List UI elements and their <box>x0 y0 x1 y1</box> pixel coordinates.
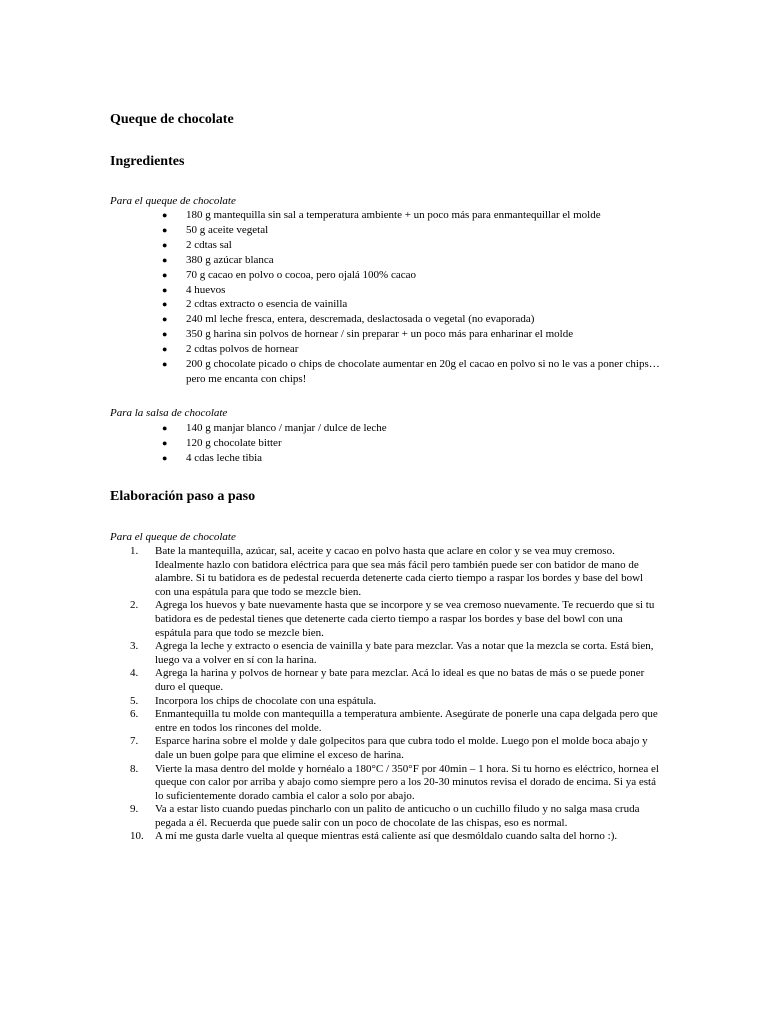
step-text: Bate la mantequilla, azúcar, sal, aceite y cacao en polvo hasta que aclare en color y se vea muy cremoso. Idealmente hazlo con batidora eléctrica para que sea más fácil pero también puede ser con batidor de mano de alambre. Si tu batidora es de pedestal recuerda detenerte cada cierto tiempo a raspar los bordes y base del bowl con una espátula para que todo se mezcle bien. <box>155 545 644 598</box>
step-number: 1. <box>130 545 139 557</box>
step-item <box>110 667 660 694</box>
step-number: 3. <box>130 640 139 653</box>
bullet-icon: ● <box>162 452 168 463</box>
list-item <box>110 268 670 283</box>
ingredient-text: 140 g manjar blanco / manjar / dulce de leche <box>186 422 387 434</box>
list-item <box>110 208 670 223</box>
ingredient-text: 4 cdas leche tibia <box>186 451 263 464</box>
ingredients-heading: Ingredientes <box>110 154 185 169</box>
step-number: 7. <box>130 735 139 748</box>
list-item <box>110 253 670 268</box>
ingredient-text: 50 g aceite vegetal <box>186 223 269 236</box>
ingredient-text: 2 cdtas polvos de hornear <box>186 343 299 356</box>
step-item <box>110 803 660 830</box>
bullet-icon: ● <box>162 314 168 325</box>
list-item <box>110 238 670 253</box>
ingredient-text: 2 cdtas sal <box>186 238 232 251</box>
step-number: 2. <box>130 599 139 612</box>
steps-heading: Elaboración paso a paso <box>110 489 256 504</box>
step-item <box>110 640 660 667</box>
ingredient-text: 70 g cacao en polvo o cocoa, pero ojalá 100% cacao <box>186 268 416 281</box>
bullet-icon: ● <box>162 284 168 295</box>
bullet-icon: ● <box>162 359 168 370</box>
step-text: Incorpora los chips de chocolate con una espátula. <box>155 694 377 707</box>
list-item <box>110 357 670 387</box>
bullet-icon: ● <box>162 210 168 220</box>
list-item <box>110 327 670 342</box>
step-item <box>110 763 660 804</box>
sauce-ingredients-subheading: Para la salsa de chocolate <box>110 407 228 419</box>
sauce-ingredients-list <box>110 421 670 466</box>
ingredient-text: 180 g mantequilla sin sal a temperatura ambiente + un poco más para enmantequillar el molde <box>186 209 601 221</box>
step-item <box>110 708 660 735</box>
bullet-icon: ● <box>162 329 168 340</box>
ingredient-text: 120 g chocolate bitter <box>186 436 282 449</box>
step-number: 8. <box>130 762 139 775</box>
list-item <box>110 342 670 357</box>
step-item <box>110 735 660 762</box>
ingredient-text: 4 huevos <box>186 283 226 296</box>
step-number: 6. <box>130 708 139 721</box>
list-item <box>110 283 670 298</box>
cake-ingredients-subheading: Para el queque de chocolate <box>110 195 236 207</box>
step-text: Vierte la masa dentro del molde y hornéalo a 180°C / 350°F por 40min – 1 hora. Si tu horno es eléctrico, hornea el queque con calor por arriba y abajo como siempre pero a los 20-30 minutos revisa el dorado de encima. Si ya está lo suficientemente dorado cambia el calor a solo por abajo. <box>155 762 659 802</box>
bullet-icon: ● <box>162 437 168 448</box>
step-text: Agrega los huevos y bate nuevamente hasta que se incorpore y se vea cremoso nuevamente. Te recuerdo que si tu batidora es de pedestal tienes que detenerte cada cierto tiempo a raspar los bordes y base del bowl con una espátula para que todo se mezcle bien. <box>155 599 655 639</box>
cake-ingredients-list <box>110 208 670 387</box>
step-text: Enmantequilla tu molde con mantequilla a temperatura ambiente. Asegúrate de ponerle una capa delgada pero que entre en todos los rincones del molde. <box>155 708 658 734</box>
step-item <box>110 599 660 640</box>
step-number: 5. <box>130 694 139 707</box>
bullet-icon: ● <box>162 254 168 265</box>
steps-subheading: Para el queque de chocolate <box>110 531 236 543</box>
ingredient-text: 350 g harina sin polvos de hornear / sin preparar + un poco más para enharinar el molde <box>186 328 574 341</box>
step-item <box>110 545 660 599</box>
step-item <box>110 695 660 709</box>
list-item <box>110 297 670 312</box>
bullet-icon: ● <box>162 344 168 355</box>
list-item <box>110 436 670 451</box>
list-item <box>110 421 670 436</box>
step-number: 10. <box>130 830 144 843</box>
step-text: Va a estar listo cuando puedas pincharlo con un palito de anticucho o un cuchillo filudo y no salga masa cruda pegada a él. Recuerda que puede salir con un poco de chocolate de las chispas, eso es normal. <box>155 803 640 829</box>
bullet-icon: ● <box>162 224 168 235</box>
ingredient-text: 200 g chocolate picado o chips de chocolate aumentar en 20g el cacao en polvo si no le vas a poner chips… pero me encanta con chips! <box>186 358 660 385</box>
step-text: Agrega la leche y extracto o esencia de vainilla y bate para mezclar. Vas a notar que la mezcla se corta. Está bien, luego va a volver en sí con la harina. <box>155 640 654 666</box>
bullet-icon: ● <box>162 269 168 280</box>
step-text: A mí me gusta darle vuelta al queque mientras está caliente así que desmóldalo cuando salta del horno :). <box>155 830 618 843</box>
step-number: 4. <box>130 667 139 680</box>
list-item <box>110 451 670 466</box>
page-title: Queque de chocolate <box>110 112 234 127</box>
step-number: 9. <box>130 803 139 816</box>
bullet-icon: ● <box>162 239 168 250</box>
steps-list <box>110 545 660 844</box>
step-text: Esparce harina sobre el molde y dale golpecitos para que cubra todo el molde. Luego pon el molde boca abajo y dale un buen golpe para que elimine el exceso de harina. <box>155 735 648 761</box>
ingredient-text: 240 ml leche fresca, entera, descremada, deslactosada o vegetal (no evaporada) <box>186 313 535 326</box>
ingredient-text: 380 g azúcar blanca <box>186 253 274 266</box>
bullet-icon: ● <box>162 423 168 433</box>
step-item <box>110 830 660 844</box>
bullet-icon: ● <box>162 299 168 310</box>
list-item <box>110 223 670 238</box>
list-item <box>110 312 670 327</box>
step-text: Agrega la harina y polvos de hornear y bate para mezclar. Acá lo ideal es que no batas de más o se puede poner duro el queque. <box>155 667 645 693</box>
ingredient-text: 2 cdtas extracto o esencia de vainilla <box>186 298 348 311</box>
